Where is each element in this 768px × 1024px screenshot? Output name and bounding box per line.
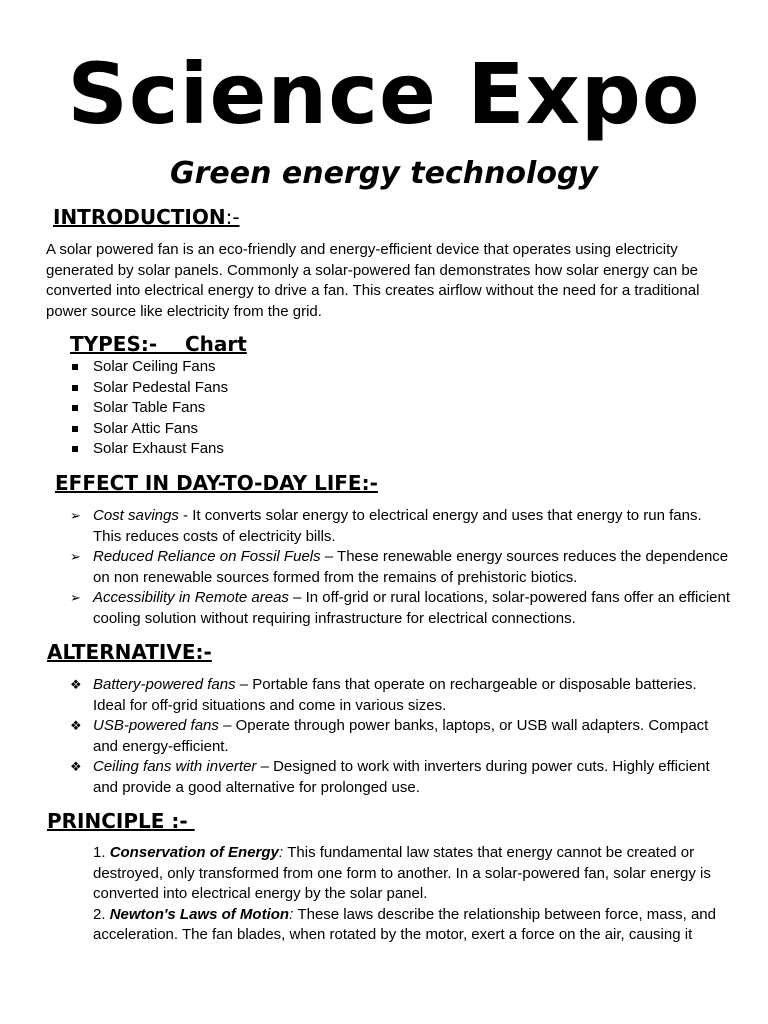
list-item — [70, 439, 570, 460]
effect-term: Cost savings — [93, 507, 179, 524]
effect-sep: – — [320, 548, 338, 566]
alternative-desc: Portable fans that operate on rechargeable or disposable batteries. Ideal for off-grid situations and come in various sizes. — [93, 676, 697, 714]
effect-term: Reduced Reliance on Fossil Fuels — [93, 548, 321, 566]
principle-heading: PRINCIPLE :- — [47, 809, 195, 833]
diamond-cluster-bullet-icon: ❖ — [70, 718, 82, 734]
principle-desc: These laws describe the relationship between force, mass, and acceleration. The fan blades, when rotated by the motor, exert a force on the air, causing it — [93, 905, 716, 944]
list-item — [70, 547, 730, 588]
arrowhead-bullet-icon: ➢ — [70, 549, 81, 565]
effect-sep: - — [178, 507, 193, 524]
alternative-term: USB-powered fans — [93, 717, 219, 735]
principle-number: 1. — [93, 844, 110, 861]
list-item — [70, 506, 730, 547]
principle-desc: This fundamental law states that energy cannot be created or destroyed, only transformed from one form to another. In a solar-powered fan, solar energy is converted into electrical energy by the solar panel. — [93, 844, 711, 903]
type-label: Solar Exhaust Fans — [93, 440, 224, 458]
type-label: Solar Pedestal Fans — [93, 378, 229, 396]
alternative-sep: – — [256, 758, 274, 776]
list-item — [70, 675, 730, 716]
effect-desc: It converts solar energy to electrical energy and uses that energy to run fans. This reduces costs of electricity bills. — [93, 507, 702, 545]
arrowhead-bullet-icon: ➢ — [70, 590, 81, 606]
principle-sep: : — [278, 844, 288, 861]
alternative-sep: – — [218, 717, 236, 735]
list-item — [70, 716, 730, 757]
square-bullet-icon — [72, 364, 78, 370]
effect-term: Accessibility in Remote areas — [93, 589, 289, 607]
introduction-heading — [53, 204, 240, 230]
square-bullet-icon — [72, 426, 78, 432]
diamond-cluster-bullet-icon: ❖ — [70, 759, 82, 775]
list-item — [70, 588, 730, 629]
square-bullet-icon — [72, 446, 78, 452]
effect-desc: In off-grid or rural locations, solar-powered fans offer an efficient cooling solution without requiring infrastructure for electrical connections. — [93, 589, 731, 627]
alternative-term: Ceiling fans with inverter — [93, 758, 257, 776]
principle-number: 2. — [93, 905, 110, 923]
principle-sep: : — [289, 905, 298, 923]
page-title: Science Expo — [67, 45, 701, 143]
list-item — [70, 378, 570, 399]
effect-sep: – — [288, 589, 306, 607]
alternative-heading: ALTERNATIVE:- — [47, 640, 212, 664]
principle-term: Conservation of Energy — [109, 844, 279, 861]
square-bullet-icon — [72, 385, 78, 391]
introduction-heading-text: INTRODUCTION — [53, 205, 226, 229]
effects-list — [70, 506, 730, 630]
introduction-text: A solar powered fan is an eco-friendly and energy-efficient device that operates using electricity generated by solar panels. Commonly a solar-powered fan demonstrates how solar energy can be converted into electrical energy to drive a fan. This creates airflow without the need for a traditional power source like electricity from the grid. — [46, 241, 700, 320]
diamond-cluster-bullet-icon: ❖ — [70, 677, 82, 692]
arrowhead-bullet-icon: ➢ — [70, 508, 81, 523]
principle-list — [93, 843, 733, 946]
introduction-heading-suffix: :- — [225, 205, 240, 229]
alternative-list — [70, 675, 730, 799]
type-label: Solar Ceiling Fans — [93, 358, 216, 375]
type-label: Solar Attic Fans — [93, 419, 199, 437]
list-item — [93, 843, 733, 905]
alternative-term: Battery-powered fans — [93, 676, 236, 693]
list-item — [70, 757, 730, 798]
principle-term: Newton's Laws of Motion — [109, 905, 290, 923]
list-item — [70, 398, 570, 419]
list-item — [93, 905, 733, 946]
list-item — [70, 357, 570, 378]
types-list — [70, 357, 570, 460]
types-heading: TYPES:- Chart — [70, 332, 247, 356]
alternative-desc: Designed to work with inverters during power cuts. Highly efficient and provide a good alternative for prolonged use. — [93, 758, 710, 796]
page-subtitle: Green energy technology — [170, 156, 598, 191]
effects-heading: EFFECT IN DAY-TO-DAY LIFE:- — [55, 471, 378, 495]
square-bullet-icon — [72, 405, 78, 411]
effect-desc: These renewable energy sources reduces the dependence on non renewable sources formed from the remains of prehistoric biotics. — [93, 548, 729, 586]
type-label: Solar Table Fans — [93, 399, 206, 417]
list-item — [70, 419, 570, 440]
alternative-desc: Operate through power banks, laptops, or USB wall adapters. Compact and energy-efficient. — [93, 717, 709, 755]
alternative-sep: – — [235, 676, 253, 693]
